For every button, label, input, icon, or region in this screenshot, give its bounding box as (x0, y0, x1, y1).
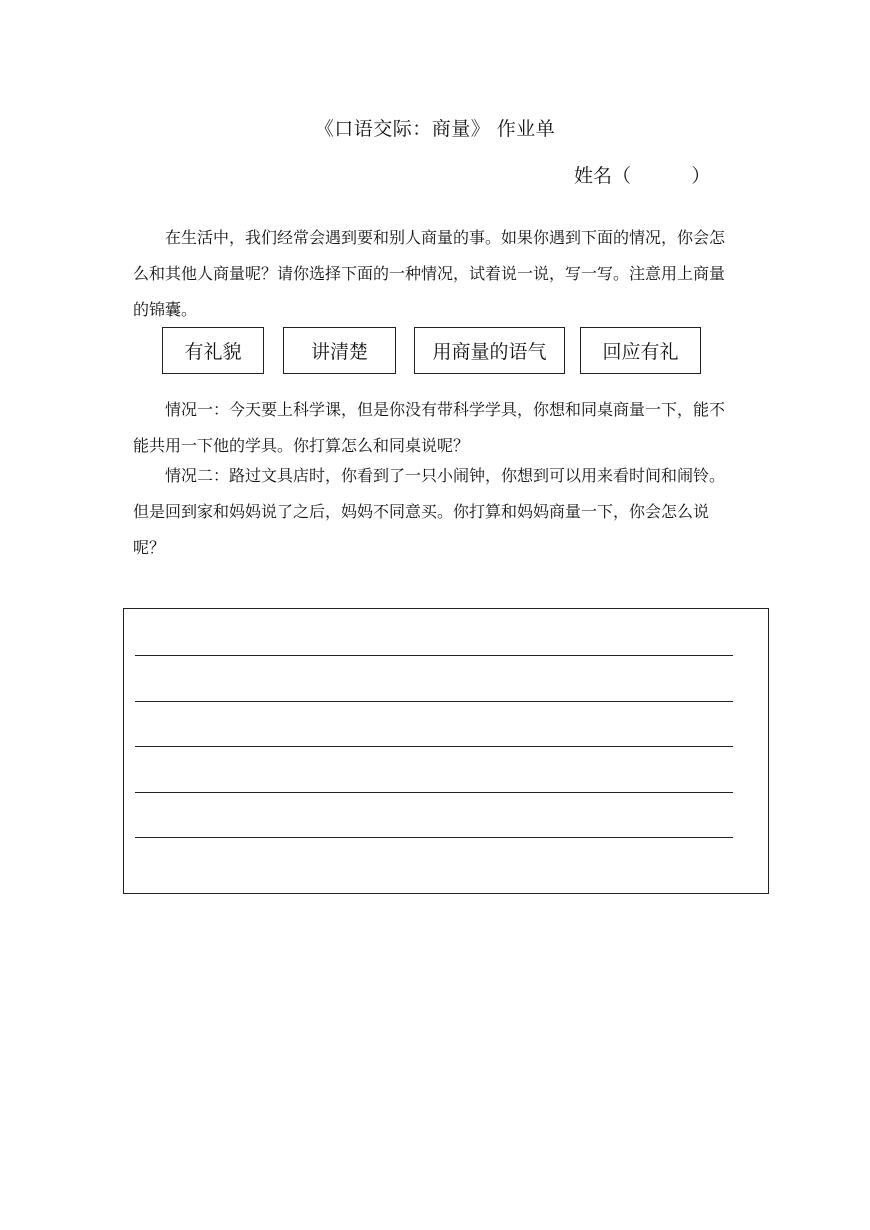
tip-box-polite: 有礼貌 (162, 327, 264, 374)
situation-one: 情况一：今天要上科学课，但是你没有带科学学具，你想和同桌商量一下，能不能共用一下他的学具。你打算怎么和同桌说呢？ (133, 400, 726, 455)
answer-line[interactable] (135, 792, 733, 793)
answer-line[interactable] (135, 837, 733, 838)
worksheet-title: 《口语交际：商量》 作业单 (314, 118, 556, 140)
tip-box-tone: 用商量的语气 (414, 327, 565, 374)
intro-paragraph: 在生活中，我们经常会遇到要和别人商量的事。如果你遇到下面的情况，你会怎么和其他人商量呢？请你选择下面的一种情况，试着说一说，写一写。注意用上商量的锦囊。 (133, 228, 726, 319)
answer-line[interactable] (135, 655, 733, 656)
situation-two: 情况二：路过文具店时，你看到了一只小闹钟，你想到可以用来看时间和闹铃。但是回到家和妈妈说了之后，妈妈不同意买。你打算和妈妈商量一下，你会怎么说呢？ (133, 466, 726, 557)
answer-line[interactable] (135, 701, 733, 702)
answer-line[interactable] (135, 746, 733, 747)
tip-box-respond: 回应有礼 (580, 327, 701, 374)
name-field[interactable]: 姓名（ ） (574, 165, 711, 187)
answer-box[interactable] (123, 608, 769, 894)
tip-box-clear: 讲清楚 (283, 327, 396, 374)
